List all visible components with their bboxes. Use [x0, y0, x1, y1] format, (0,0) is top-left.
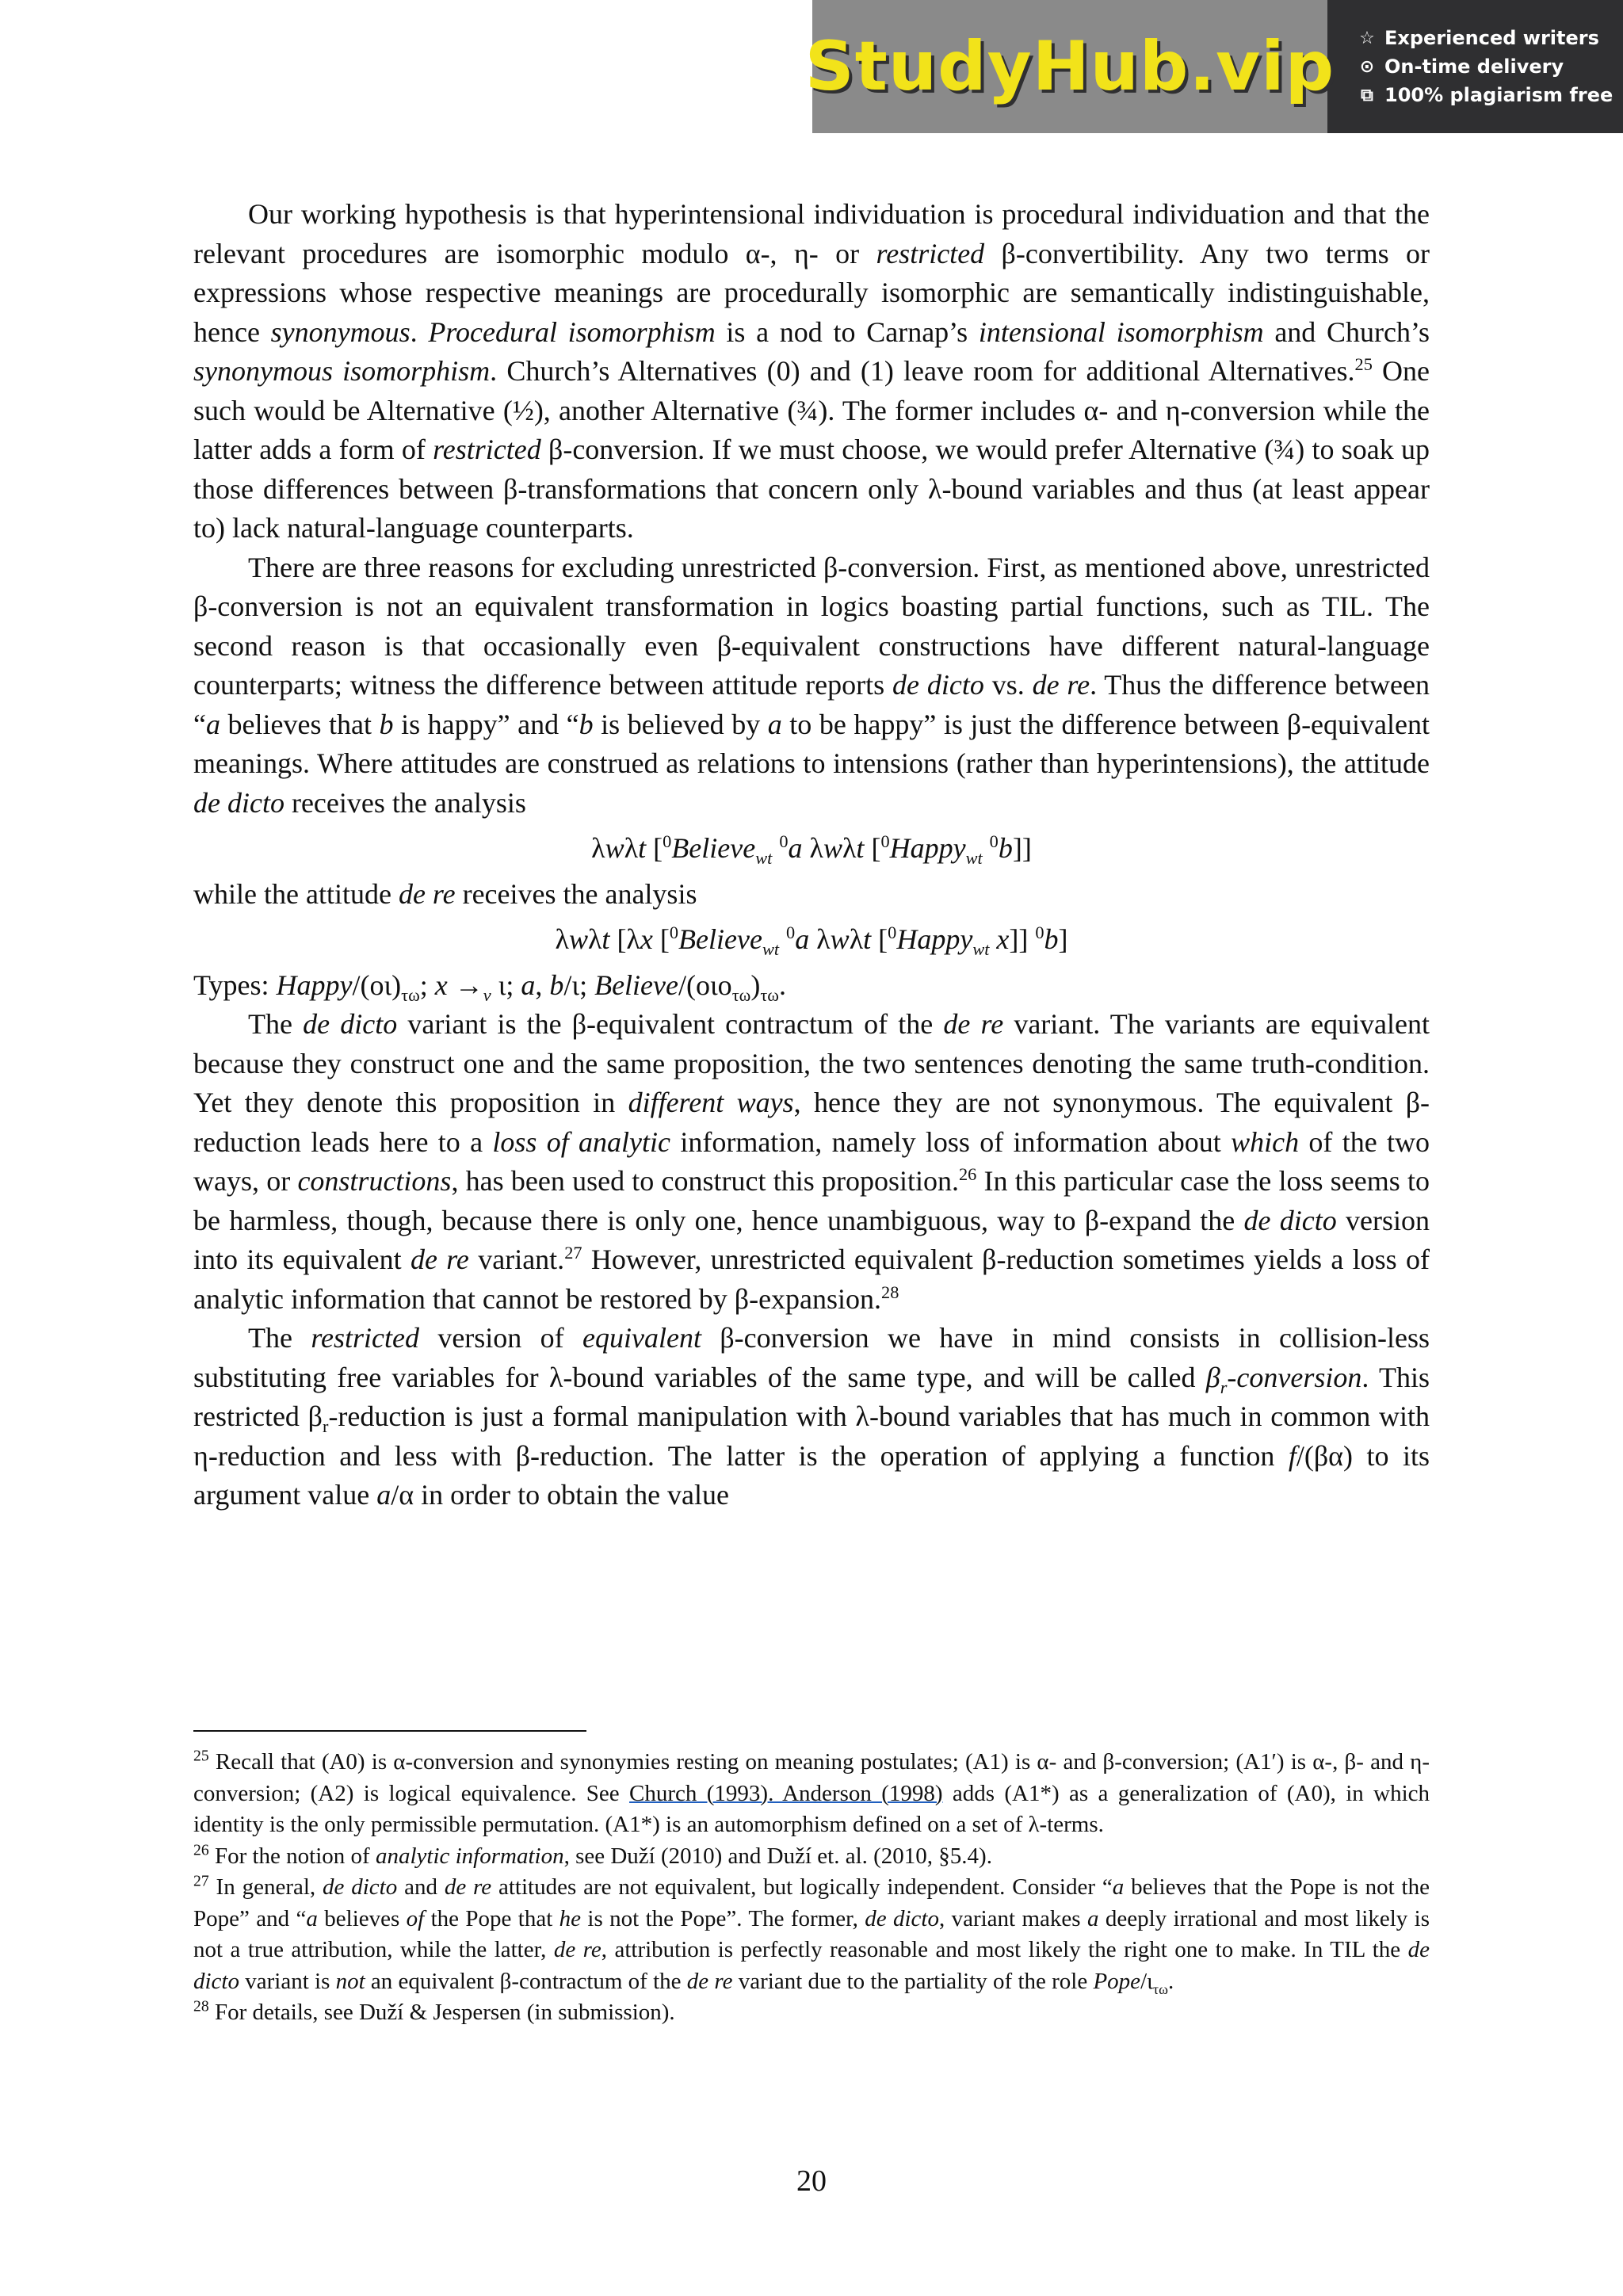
feature-list [1327, 0, 1623, 133]
footnote-28: $^{28}$ For details, see Duží & Jespersen (in submission). [193, 1997, 675, 2025]
feature-label: On-time delivery [1384, 55, 1564, 78]
footnote-ref: 25 [1354, 354, 1373, 374]
footnote-26: $^{26}$ For the notion of analytic information, see Duží (2010) and Duží et. al. (2010, §5.4). [193, 1840, 992, 1869]
paragraph-4: The de dicto variant is the β-equivalent contractum of the de re variant. The variants are equivalent because they construct one and the same proposition, the two sentences denoting the same truth-condition. Yet they denote this proposition in different ways, hence they are not synonymous. The equivalent β-reduction leads here to a loss of analytic information, namely loss of information about which of the two ways, or constructions, has been used to construct this proposition.$^{26}$ In this particular case the loss seems to be harmless, though, because there is only one, hence unambiguous, way to β-expand the de dicto version into its equivalent de re variant.$^{27}$ However, unrestricted equivalent β-reduction sometimes yields a loss of analytic information that cannot be restored by β-expansion.$^{28}$ [193, 1008, 1430, 1315]
types-line: Types: Happy/$(o\iota)_{\tau\omega}$; $x \to_v$ ι; a, b/ι; Believe/$(o\iota o_{\tau\omega})_{\tau\omega}$. [193, 968, 786, 1005]
formula-de-dicto: λwλt [$^0$Believe$_{wt}$ $^0$a λwλt [$^0$Happy$_{wt}$ $^0$b]] [591, 831, 1032, 869]
footnote-ref: 26 [958, 1164, 977, 1184]
feature-item [1358, 84, 1623, 106]
feature-item [1358, 55, 1623, 78]
footnote-separator [193, 1730, 586, 1732]
footnote-ref: 27 [564, 1243, 582, 1263]
footnotes [193, 1747, 1430, 2029]
page-number: 20 [796, 2164, 827, 2198]
citation-link[interactable]: Church (1993). Anderson (1998) [629, 1780, 943, 1806]
star-icon: ☆ [1359, 28, 1375, 48]
clock-icon: ⊙ [1359, 56, 1375, 77]
feature-label: 100% plagiarism free [1384, 84, 1613, 106]
copy-icon: ⧉ [1361, 85, 1373, 105]
paragraph-3: while the attitude de re receives the analysis [193, 877, 697, 910]
footnote-27: $^{27}$ In general, de dicto and de re attitudes are not equivalent, but logically independent. Consider “a believes that the Pope is not the Pope” and “a believes of the Pope that he is not the Pope”. The former, de dicto, variant makes a deeply irrational and most likely is not a true attribution, while the latter, de re, attribution is perfectly reasonable and most likely the right one to make. In TIL the de dicto variant is not an equivalent β-contractum of the de re variant due to the partiality of the role Pope/$\iota_{\tau\omega}$. [193, 1872, 1430, 1997]
paragraph-1: Our working hypothesis is that hyperintensional individuation is procedural individuation and that the relevant procedures are isomorphic modulo α-, η- or restricted β-convertibility. Any two terms or expressions whose respective meanings are procedurally isomorphic are semantically indistinguishable, hence synonymous. Procedural isomorphism is a nod to Carnap’s intensional isomorphism and Church’s synonymous isomorphism. Church’s Alternatives (0) and (1) leave room for additional Alternatives.$^{25}$ One such would be Alternative (½), another Alternative (¾). The former includes α- and η-conversion while the latter adds a form of restricted β-conversion. If we must choose, we would prefer Alternative (¾) to soak up those differences between β-transformations that concern only λ-bound variables and thus (at least appear to) lack natural-language counterparts. [193, 198, 1430, 544]
logo-text: StudyHub.vip [804, 27, 1335, 106]
feature-item [1358, 27, 1623, 49]
logo[interactable] [804, 0, 1335, 133]
page-body [193, 195, 1430, 1515]
ad-banner[interactable] [804, 0, 1623, 133]
paragraph-2: There are three reasons for excluding unrestricted β-conversion. First, as mentioned above, unrestricted β-conversion is not an equivalent transformation in logics boasting partial functions, such as TIL. The second reason is that occasionally even β-equivalent constructions have different natural-language counterparts; witness the difference between attitude reports de dicto vs. de re. Thus the difference between “a believes that b is happy” and “b is believed by a to be happy” is just the difference between β-equivalent meanings. Where attitudes are construed as relations to intensions (rather than hyperintensions), the attitude de dicto receives the analysis [193, 551, 1430, 819]
paragraph-5: The restricted version of equivalent β-conversion we have in mind consists in collision-less substituting free variables for λ-bound variables of the same type, and will be called $\beta_r$-conversion. This restricted $\beta_r$-reduction is just a formal manipulation with λ-bound variables that has much in common with η-reduction and less with β-reduction. The latter is the operation of applying a function f/(βα) to its argument value a/α in order to obtain the value [193, 1322, 1430, 1511]
footnote-25: $^{25}$ Recall that (A0) is α-conversion and synonymies resting on meaning postulates; (A1) is α- and β-conversion; (A1′) is α-, β- and η-conversion; (A2) is logical equivalence. See Church (1993). Anderson (1998) adds (A1*) as a generalization of (A0), in which identity is the only permissible permutation. (A1*) is an automorphism defined on a set of λ-terms. [193, 1747, 1430, 1837]
formula-de-re: λwλt [λx [$^0$Believe$_{wt}$ $^0$a λwλt [$^0$Happy$_{wt}$ x]] $^0$b] [555, 923, 1068, 960]
footnote-ref: 28 [881, 1282, 899, 1302]
feature-label: Experienced writers [1384, 27, 1599, 49]
